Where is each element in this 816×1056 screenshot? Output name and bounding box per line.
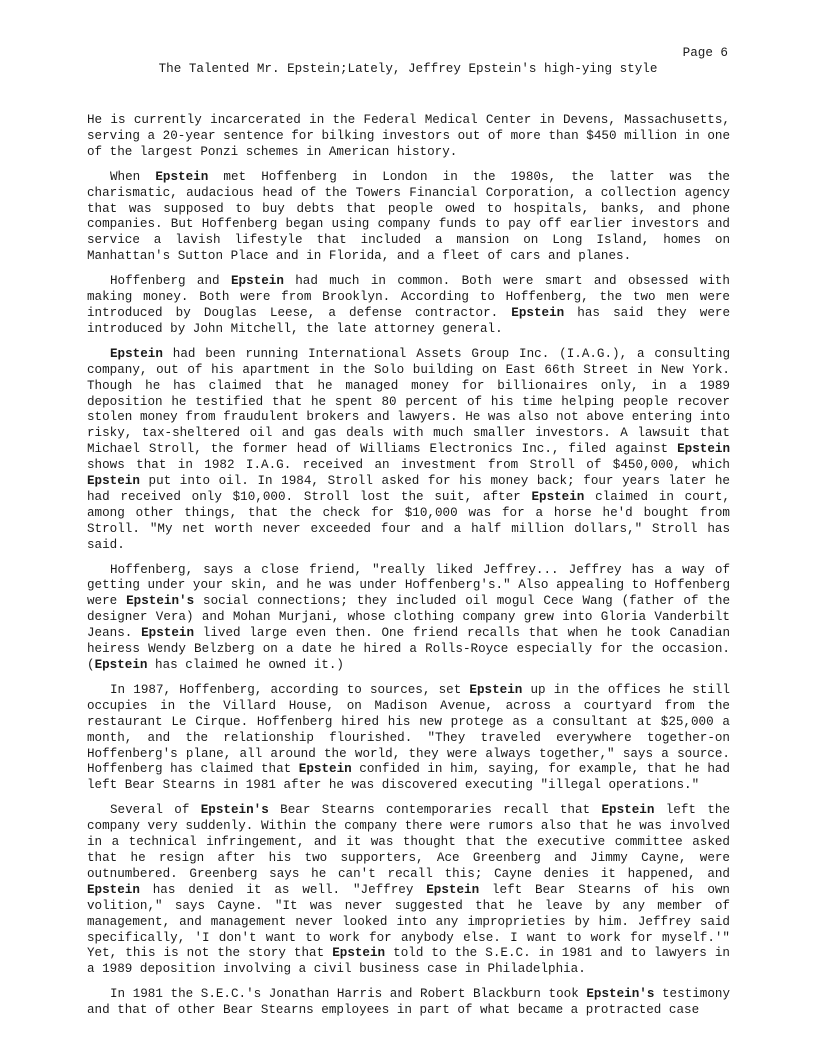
paragraph-text: Hoffenberg and xyxy=(110,274,231,289)
paragraph-text: Bear Stearns contemporaries recall that xyxy=(268,803,602,818)
paragraph-text: lived large even then. One friend recalls that when he took Canadian heiress Wendy Belzberg on a date he hired a Rolls-Royce especially for the occasion. ( xyxy=(87,626,731,672)
paragraph-text: He is currently incarcerated in the Federal Medical Center in Devens, Massachusetts, serving a 20-year sentence for bilking investors out of more than $450 million in one of the largest Ponzi schemes in American history. xyxy=(87,113,730,159)
running-header-title: The Talented Mr. Epstein;Lately, Jeffrey Epstein's high-ying style xyxy=(158,62,658,76)
paragraph-text: claimed in court, among other things, that the check for $10,000 was for a horse he'd bought from Stroll. "My net worth never exceeded four and a half million dollars," Stroll has said. xyxy=(87,489,730,552)
highlighted-name: Epstein xyxy=(469,682,523,697)
highlighted-name: Epstein xyxy=(87,882,140,897)
paragraph-text: had been running International Assets Group Inc. (I.A.G.), a consulting company, out of his apartment in the Solo building on East 66th Street in New York. Though he has claimed that he managed money for billionaires only, in a 1989 deposition he testified that he spent 80 percent of his time helping people recover stolen money from fraudulent brokers and lawyers. He was also not above entering into risky, tax-sheltered oil and gas deals with much smaller investors. A lawsuit that Michael Stroll, the former head of Williams Electronics Inc., filed against xyxy=(87,346,730,457)
paragraph-text: left Bear Stearns of his own volition," says Cayne. "It was never suggested that he leave by any member of management, and management never looked into any improprieties by him. Jeffrey said specifically, 'I don't want to work for anybody else. I want to work for myself.'" Yet, this is not the story that xyxy=(87,882,730,961)
highlighted-name: Epstein xyxy=(426,882,480,897)
paragraph-text: confided in him, saying, for example, that he had left Bear Stearns in 1981 after he was discovered executing "illegal operations." xyxy=(87,762,730,793)
highlighted-name: Epstein xyxy=(230,274,284,289)
article-body xyxy=(87,113,730,1028)
article-paragraph xyxy=(87,347,730,554)
article-paragraph xyxy=(87,987,730,1019)
paragraph-text: had much in common. Both were smart and obsessed with making money. Both were from Brooklyn. According to Hoffenberg, the two men were introduced by Douglas Leese, a defense contractor. xyxy=(87,274,730,320)
highlighted-name: Epstein xyxy=(511,305,565,320)
paragraph-text: When xyxy=(110,169,156,184)
article-paragraph xyxy=(87,274,730,338)
paragraph-text: In 1981 the S.E.C.'s Jonathan Harris and Robert Blackburn took xyxy=(110,987,587,1002)
highlighted-name: Epstein xyxy=(155,169,209,184)
paragraph-text: left the company very suddenly. Within the company there were rumors also that he was involved in a technical infringement, and it was thought that the executive committee asked that he resign after his two supporters, Ace Greenberg and Jimmy Cayne, were outnumbered. Greenberg says he can't recall this; Cayne denies it happened, and xyxy=(87,803,730,881)
highlighted-name: Epstein's xyxy=(126,594,195,609)
paragraph-text: testimony and that of other Bear Stearns employees in part of what became a protracted case xyxy=(87,987,731,1018)
highlighted-name: Epstein xyxy=(531,489,585,504)
highlighted-name: Epstein's xyxy=(586,987,655,1002)
article-paragraph xyxy=(87,563,730,674)
highlighted-name: Epstein xyxy=(601,803,655,818)
paragraph-text: Several of xyxy=(110,803,201,818)
paragraph-text: has said they were introduced by John Mitchell, the late attorney general. xyxy=(87,305,730,336)
highlighted-name: Epstein xyxy=(677,442,730,457)
article-paragraph xyxy=(87,803,730,978)
paragraph-text: has claimed he owned it.) xyxy=(147,658,344,672)
paragraph-text: Hoffenberg, says a close friend, "really liked Jeffrey... Jeffrey has a way of getting under your skin, and he was under Hoffenberg's." Also appealing to Hoffenberg were xyxy=(87,562,730,609)
paragraph-text: met Hoffenberg in London in the 1980s, the latter was the charismatic, audacious head of the Towers Financial Corporation, a collection agency that was supposed to buy debts that people owed to hospitals, banks, and phone companies. But Hoffenberg began using company funds to pay off earlier investors and service a lavish lifestyle that included a mansion on Long Island, homes on Manhattan's Sutton Place and in Florida, and a fleet of cars and planes. xyxy=(87,169,730,264)
highlighted-name: Epstein xyxy=(87,474,140,489)
paragraph-text: up in the offices he still occupies in the Villard House, on Madison Avenue, across a courtyard from the restaurant Le Cirque. Hoffenberg hired his new protege as a consultant at $25,000 a month, and the relationship flourished. "They traveled everywhere together-on Hoffenberg's plane, all around the world, they were always together," says a source. Hoffenberg has claimed that xyxy=(87,682,730,777)
paragraph-text: put into oil. In 1984, Stroll asked for his money back; four years later he had received only $10,000. Stroll lost the suit, after xyxy=(87,474,730,504)
paragraph-text: social connections; they included oil mogul Cece Wang (father of the designer Vera) and Mohan Murjani, whose clothing company grew into Gloria Vanderbilt Jeans. xyxy=(87,594,731,641)
highlighted-name: Epstein xyxy=(141,626,195,641)
paragraph-text: shows that in 1982 I.A.G. received an investment from Stroll of $450,000, which xyxy=(87,458,730,473)
highlighted-name: Epstein xyxy=(332,946,386,961)
paragraph-text: has denied it as well. "Jeffrey xyxy=(139,882,427,897)
article-paragraph xyxy=(87,113,730,161)
paragraph-text: In 1987, Hoffenberg, according to sources, set xyxy=(110,682,470,697)
highlighted-name: Epstein xyxy=(94,658,148,672)
page-number: Page 6 xyxy=(682,46,728,60)
highlighted-name: Epstein xyxy=(110,346,163,361)
highlighted-name: Epstein xyxy=(298,762,352,777)
article-paragraph xyxy=(87,683,730,794)
paragraph-text: told to the S.E.C. in 1981 and to lawyers in a 1989 deposition involving a civil business case in Philadelphia. xyxy=(87,946,730,977)
article-paragraph xyxy=(87,170,730,265)
highlighted-name: Epstein's xyxy=(200,803,269,818)
